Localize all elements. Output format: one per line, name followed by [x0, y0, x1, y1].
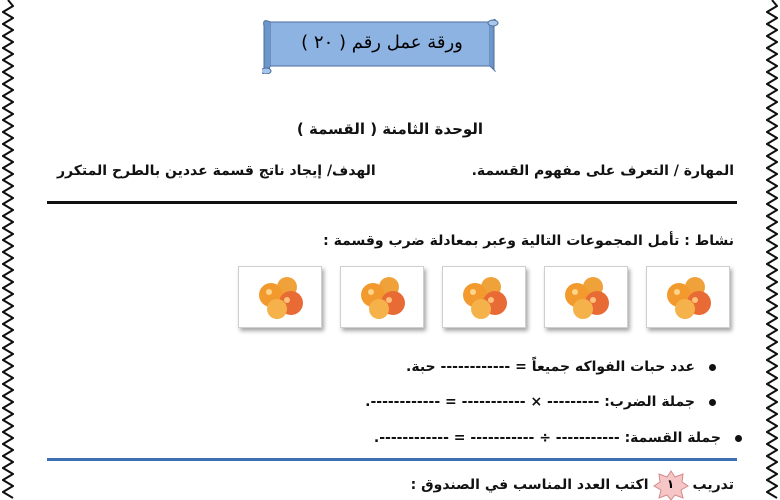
- exercise-number: ١: [666, 477, 675, 491]
- apricots-icon: [239, 267, 323, 329]
- apricots-icon: [341, 267, 425, 329]
- fruit-group-4: [340, 266, 424, 328]
- bullet-icon: [709, 399, 716, 406]
- header-divider: [47, 201, 737, 204]
- unit-title: الوحدة الثامنة ( القسمة ): [296, 120, 484, 138]
- right-zigzag-border: [766, 0, 778, 500]
- exercise-number-badge: [653, 470, 689, 500]
- apricots-icon: [443, 267, 527, 329]
- fruit-groups: [238, 266, 728, 328]
- exercise-instruction: اكتب العدد المناسب في الصندوق :: [410, 477, 649, 493]
- exercise-header: [411, 470, 734, 500]
- division-question: [374, 430, 742, 446]
- count-question-text: عدد حبات الفواكه جميعاً = ------------ حبة.: [406, 359, 695, 375]
- title-scroll-banner: [262, 14, 500, 74]
- multiplication-question: [365, 394, 716, 410]
- division-question-text: جملة القسمة: ----------- ÷ ----------- = ------------.: [373, 430, 721, 446]
- fruit-group-2: [544, 266, 628, 328]
- multiplication-question-text: جملة الضرب: --------- × ----------- = ------------.: [365, 394, 695, 410]
- bullet-icon: [735, 435, 742, 442]
- bullet-icon: [709, 364, 716, 371]
- fruit-group-5: [238, 266, 322, 328]
- worksheet-title: ورقة عمل رقم ( ٢٠ ): [301, 31, 463, 53]
- count-question: [406, 359, 716, 375]
- goal-statement: الهدف/ إيجاد ناتج قسمة عددين بالطرح المتكرر: [57, 163, 376, 179]
- exercise-label: تدريب: [692, 477, 734, 493]
- apricots-icon: [545, 267, 629, 329]
- activity-instruction: نشاط : تأمل المجموعات التالية وعبر بمعادلة ضرب وقسمة :: [323, 233, 734, 249]
- fruit-group-1: [646, 266, 730, 328]
- left-zigzag-border: [2, 0, 14, 500]
- apricots-icon: [647, 267, 731, 329]
- skill-statement: المهارة / التعرف على مفهوم القسمة.: [471, 163, 734, 179]
- fruit-group-3: [442, 266, 526, 328]
- section-divider: [47, 458, 737, 461]
